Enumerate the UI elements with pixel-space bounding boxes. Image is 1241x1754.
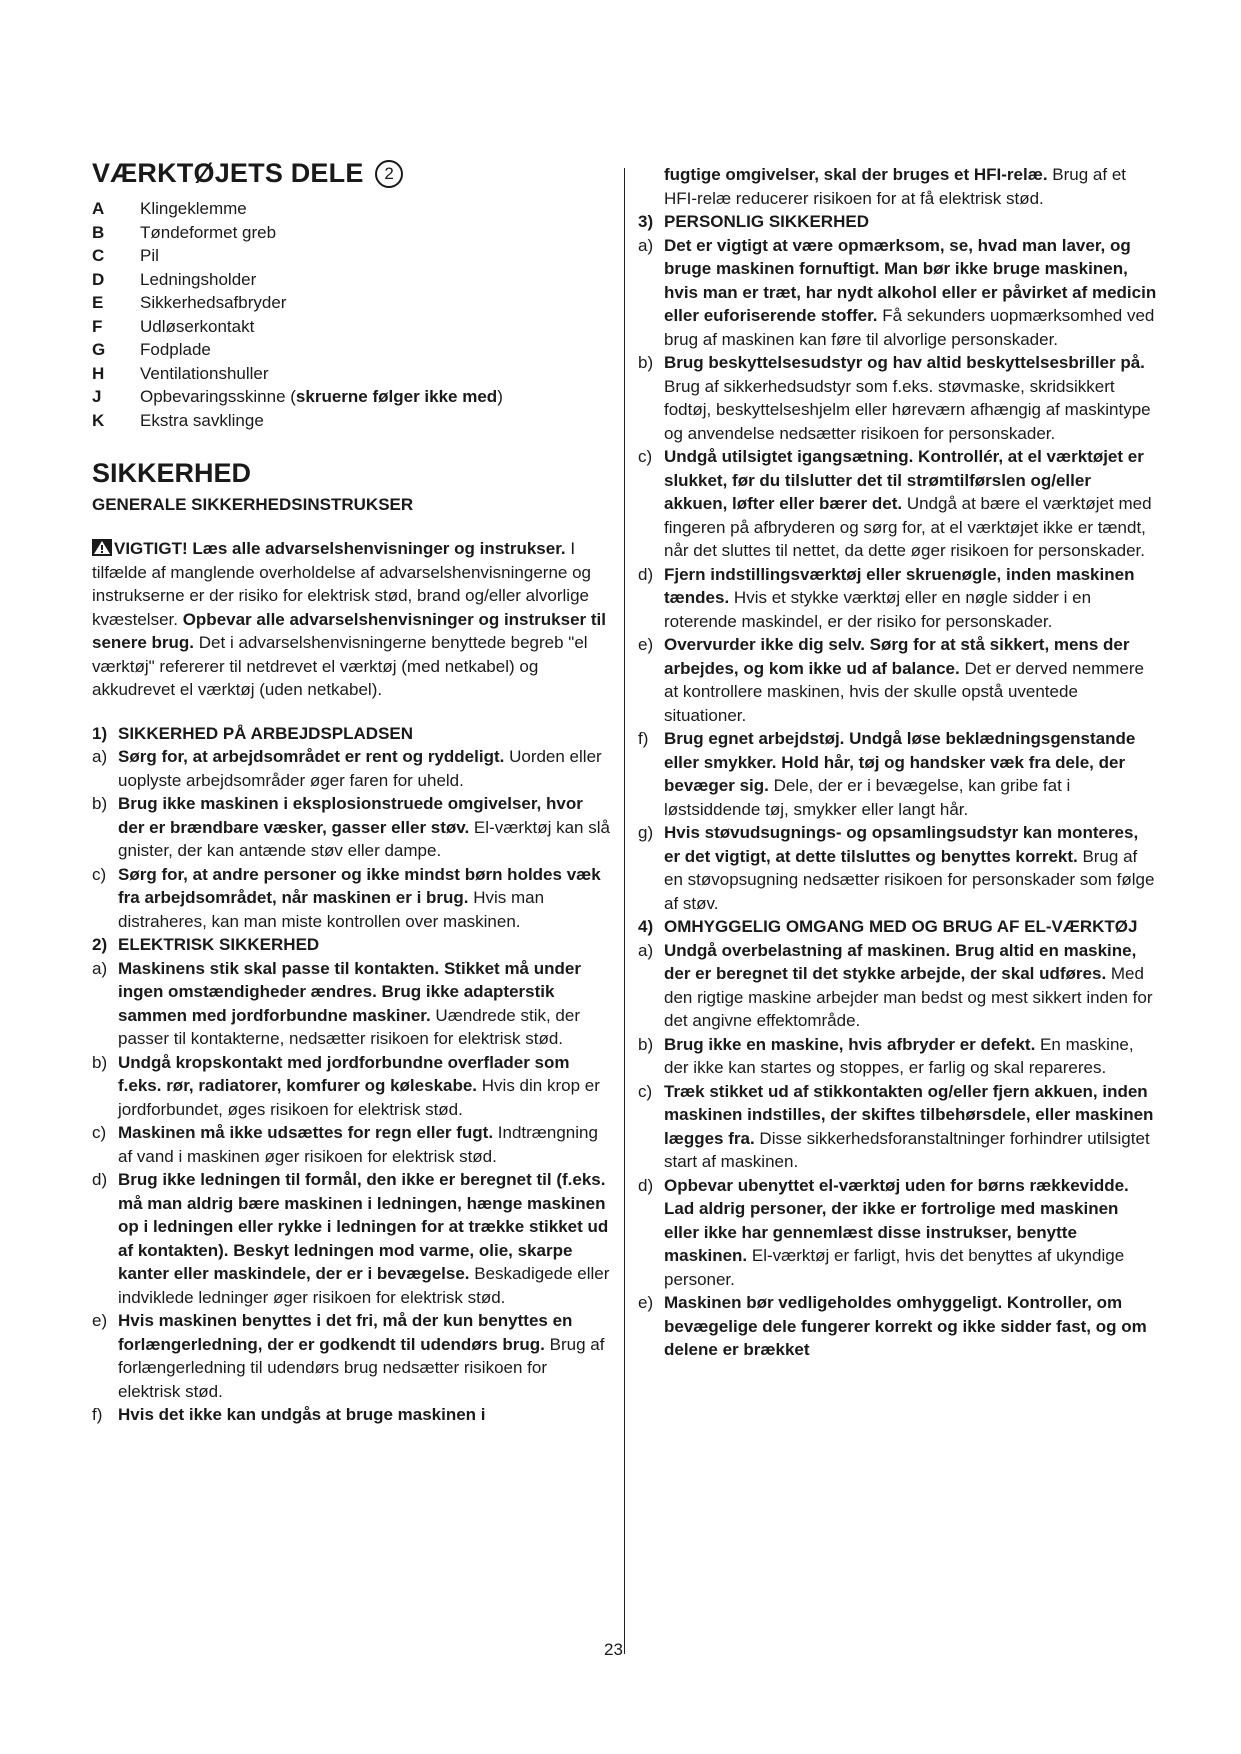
warning-paragraph: VIGTIGT! Læs alle advarselshenvisninger og instrukser. I tilfælde af manglende overholdelse af advarselshenvisningerne og instrukserne er der risiko for elektrisk stød, brand og/eller alvorlige kvæstelser. Opbevar alle advarselshenvisninger og instrukser til senere brug. Det i advarselshenvisningerne benyttede begreb "el værktøj" refererer til netdrevet el værktøj (med netkabel) og akkudrevet el værktøj (uden netkabel). bbox=[92, 539, 606, 699]
parts-item-letter: G bbox=[92, 340, 106, 359]
parts-item-letter: F bbox=[92, 316, 103, 336]
instruction-item: b) Undgå kropskontakt med jordforbundne overflader som f.eks. rør, radiatorer, komfurer og køleskabe. Hvis din krop er jordforbundet, øges risikoen for elektrisk stød. bbox=[92, 1052, 600, 1119]
parts-item-label: Udløserkontakt bbox=[140, 316, 255, 336]
parts-item-label: Ekstra savklinge bbox=[140, 410, 264, 430]
instruction-item: c) Undgå utilsigtet igangsætning. Kontrollér, at el værktøjet er slukket, før du tilslutter det til strømtilførslen og/eller akkuen, løfter eller bærer det. Undgå at bære el værktøjet med fingeren på afbryderen og sørg for, at el værktøjet ikke er tændt, når det sluttes til nettet, da dette øger risikoen for personskader. bbox=[638, 447, 1152, 560]
instruction-item: e) Hvis maskinen benyttes i det fri, må der kun benyttes en forlængerledning, der er godkendt til udendørs brug. Brug af forlængerledning til udendørs brug nedsætter risikoen for elektrisk stød. bbox=[92, 1311, 605, 1401]
parts-item bbox=[92, 244, 612, 268]
instruction-item: c) Maskinen må ikke udsættes for regn eller fugt. Indtrængning af vand i maskinen øger risikoen for elektrisk stød. bbox=[92, 1123, 598, 1166]
instruction-item: b) Brug beskyttelsesudstyr og hav altid beskyttelsesbriller på. Brug af sikkerhedsudstyr som f.eks. støvmaske, skridsikkert fodtøj, beskyttelseshjelm eller høreværn afhængig af maskintype og anvendelse nedsætter risikoen for personskader. bbox=[638, 353, 1151, 443]
column-divider bbox=[624, 168, 625, 1654]
parts-item-label: Sikkerhedsafbryder bbox=[140, 293, 287, 312]
right-sections bbox=[638, 210, 1158, 1362]
parts-item bbox=[92, 315, 612, 339]
parts-item bbox=[92, 291, 612, 315]
instruction-item: a) Det er vigtigt at være opmærksom, se, hvad man laver, og bruge maskinen fornuftigt. Man bør ikke bruge maskinen, hvis man er træt, har nydt alkohol eller er påvirket af medicin eller euforiserende stoffer. Få sekunders uopmærksomhed ved brug af maskinen kan føre til alvorlige personskader. bbox=[638, 235, 1157, 349]
instruction-item: a) Maskinens stik skal passe til kontakten. Stikket må under ingen omstændigheder ændres. Brug ikke adapterstik sammen med jordforbundne maskiner. Uændrede stik, der passer til kontakterne, nedsætter risikoen for elektrisk stød. bbox=[92, 958, 581, 1048]
parts-item bbox=[92, 221, 612, 245]
warning-triangle-icon bbox=[92, 539, 112, 556]
instruction-item: b) Brug ikke en maskine, hvis afbryder er defekt. En maskine, der ikke kan startes og stoppes, er farlig og skal repareres. bbox=[638, 1034, 1134, 1077]
section-heading: 1) SIKKERHED PÅ ARBEJDSPLADSEN bbox=[92, 723, 414, 743]
instruction-item: c) Træk stikket ud af stikkontakten og/eller fjern akkuen, inden maskinen indstilles, der skiftes tilbehørsdele, eller maskinen lægges fra. Disse sikkerhedsforanstaltninger forhindrer utilsigtet start af maskinen. bbox=[638, 1081, 1154, 1171]
instruction-item: f) Hvis det ikke kan undgås at bruge maskinen i bbox=[92, 1405, 486, 1424]
continuation-paragraph: fugtige omgivelser, skal der bruges et HFI-relæ. Brug af et HFI-relæ reducerer risikoen for at få elektrisk stød. bbox=[664, 165, 1126, 208]
parts-item bbox=[92, 385, 612, 409]
instruction-item: a) Sørg for, at arbejdsområdet er rent og ryddeligt. Uorden eller uoplyste arbejdsområder øger faren for uheld. bbox=[92, 747, 602, 790]
parts-item-label: Tøndeformet greb bbox=[140, 222, 277, 242]
parts-item bbox=[92, 362, 612, 386]
figure-ref-badge: 2 bbox=[375, 160, 403, 188]
parts-item-label: Fodplade bbox=[140, 340, 211, 359]
parts-item-letter: D bbox=[92, 269, 105, 289]
section-heading: 3) PERSONLIG SIKKERHED bbox=[638, 212, 869, 231]
parts-item-letter: J bbox=[92, 387, 102, 406]
parts-item-label: Pil bbox=[140, 246, 159, 265]
page-number: 23 bbox=[604, 1640, 623, 1659]
parts-item-letter: H bbox=[92, 363, 105, 383]
instruction-item: d) Fjern indstillingsværktøj eller skruenøgle, inden maskinen tændes. Hvis et stykke værktøj eller en nøgle sidder i en roterende maskindel, er der risiko for personskader. bbox=[638, 564, 1135, 631]
parts-item-letter: C bbox=[92, 246, 105, 265]
parts-item-letter: E bbox=[92, 293, 104, 312]
left-sections bbox=[92, 722, 612, 1427]
section-heading: 4) OMHYGGELIG OMGANG MED OG BRUG AF EL-VÆRKTØJ bbox=[638, 917, 1138, 936]
parts-item-label: Ventilationshuller bbox=[140, 363, 269, 383]
parts-item-label: Opbevaringsskinne (skruerne følger ikke med) bbox=[140, 387, 503, 406]
instruction-item: a) Undgå overbelastning af maskinen. Brug altid en maskine, der er beregnet til det stykke arbejde, der skal udføres. Med den rigtige maskine arbejder man bedst og mest sikkert inden for det angivne effektområde. bbox=[638, 940, 1153, 1030]
instruction-item: g) Hvis støvudsugnings- og opsamlingsudstyr kan monteres, er det vigtigt, at dette tilsluttes og benyttes korrekt. Brug af en støvopsugning nedsætter risikoen for personskader som følge af støv. bbox=[638, 823, 1155, 913]
parts-item-letter: A bbox=[92, 199, 105, 218]
section-heading: 2) ELEKTRISK SIKKERHED bbox=[92, 935, 320, 954]
instruction-item: d) Brug ikke ledningen til formål, den ikke er beregnet til (f.eks. må man aldrig bære maskinen i ledningen, hænge maskinen op i ledningen eller rykke i ledningen for at trække stikket ud af kontakten). Beskyt ledningen mod varme, olie, skarpe kanter eller maskindele, der er i bevægelse. Beskadigede eller indviklede ledninger øger risikoen for elektrisk stød. bbox=[92, 1170, 610, 1307]
parts-item bbox=[92, 268, 612, 292]
instruction-item: c) Sørg for, at andre personer og ikke mindst børn holdes væk fra arbejdsområdet, når maskinen er i brug. Hvis man distraheres, kan man miste kontrollen over maskinen. bbox=[92, 864, 601, 931]
parts-item bbox=[92, 197, 612, 221]
instruction-item: f) Brug egnet arbejdstøj. Undgå løse beklædningsgenstande eller smykker. Hold hår, tøj og handsker væk fra dele, der bevæger sig. Dele, der er i bevægelse, kan gribe fat i løstsiddende tøj, smykker eller langt hår. bbox=[638, 729, 1136, 819]
instruction-item: e) Maskinen bør vedligeholdes omhyggeligt. Kontroller, om bevægelige dele fungerer korrekt og ikke sidder fast, og om delene er brækket bbox=[638, 1293, 1147, 1359]
parts-item-letter: B bbox=[92, 222, 105, 242]
parts-item-letter: K bbox=[92, 410, 105, 430]
parts-item bbox=[92, 338, 612, 362]
instruction-item: e) Overvurder ikke dig selv. Sørg for at stå sikkert, mens der arbejdes, og kom ikke ud af balance. Det er derved nemmere at kontrollere maskinen, hvis der skulle opstå uventede situationer. bbox=[638, 635, 1144, 725]
instruction-item: d) Opbevar ubenyttet el-værktøj uden for børns rækkevidde. Lad aldrig personer, der ikke er fortrolige med maskinen eller ikke har gennemlæst disse instrukser, benytte maskinen. El-værktøj er farligt, hvis det benyttes af ukyndige personer. bbox=[638, 1175, 1129, 1289]
safety-subheading: GENERALE SIKKERHEDSINSTRUKSER bbox=[92, 495, 414, 514]
parts-item bbox=[92, 409, 612, 433]
right-column bbox=[638, 163, 1158, 1362]
left-column bbox=[92, 158, 612, 1427]
parts-item-label: Klingeklemme bbox=[140, 199, 247, 218]
parts-item-label: Ledningsholder bbox=[140, 269, 257, 289]
parts-heading: VÆRKTØJETS DELE 2 bbox=[92, 158, 612, 189]
instruction-item: b) Brug ikke maskinen i eksplosionstruede omgivelser, hvor der er brændbare væsker, gasser eller støv. El-værktøj kan slå gnister, der kan antænde støv eller dampe. bbox=[92, 794, 610, 860]
safety-heading: SIKKERHED bbox=[92, 458, 252, 488]
parts-list bbox=[92, 197, 612, 432]
